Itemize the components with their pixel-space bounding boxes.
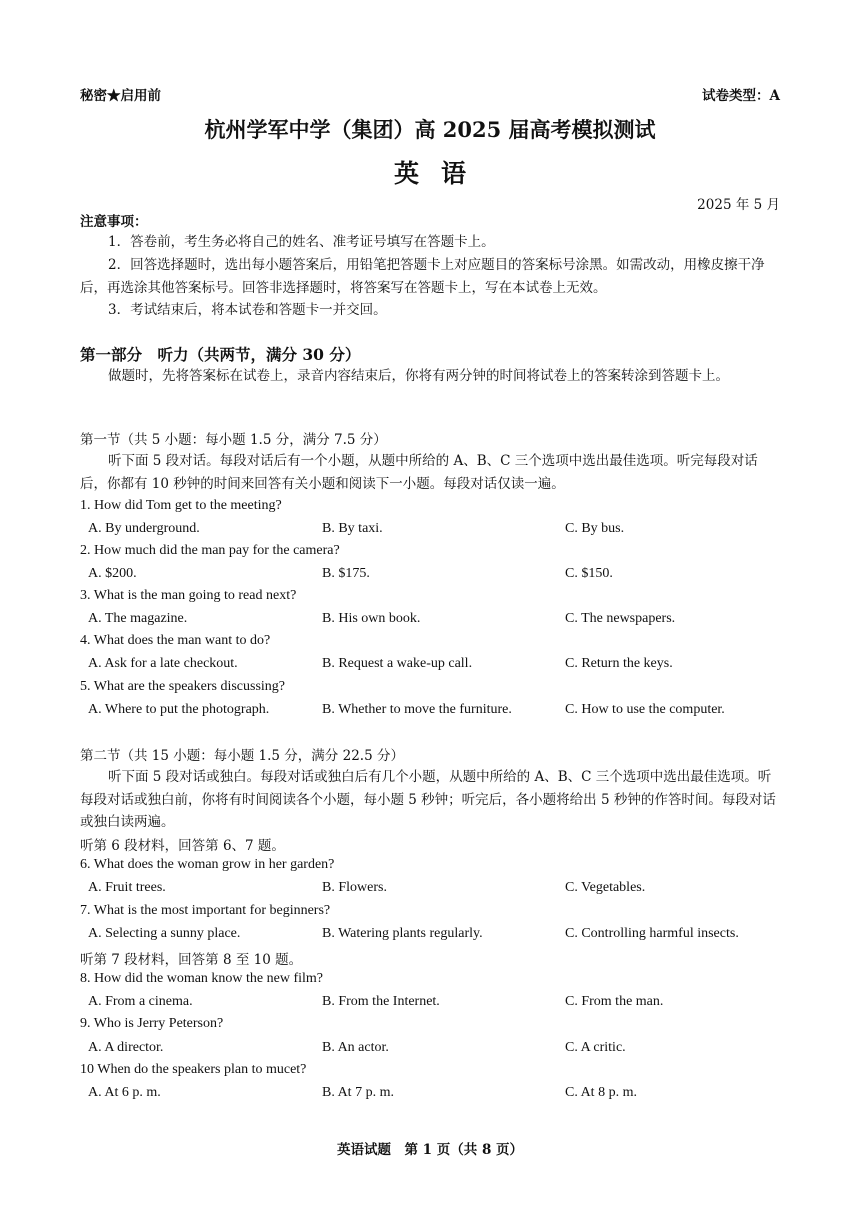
q2-option-c: C. $150. xyxy=(565,566,613,581)
q6-option-a: A. Fruit trees. xyxy=(88,880,166,895)
section2-heading: 第二节（共 15 小题：每小题 1.5 分，满分 22.5 分） xyxy=(80,748,404,764)
q6-option-b: B. Flowers. xyxy=(322,880,387,895)
question-7: 7. What is the most important for beginners? xyxy=(80,903,331,918)
notice-item-3: 3．考试结束后，将本试卷和答题卡一并交回。 xyxy=(108,302,387,318)
q5-option-b: B. Whether to move the furniture. xyxy=(322,702,512,717)
subject-title: 英语 xyxy=(393,159,488,188)
notice-heading: 注意事项： xyxy=(80,214,148,230)
question-5: 5. What are the speakers discussing? xyxy=(80,679,286,694)
exam-title: 杭州学军中学（集团）高 2025 届高考模拟测试 xyxy=(204,117,656,142)
q10-option-c: C. At 8 p. m. xyxy=(565,1085,637,1100)
q9-option-c: C. A critic. xyxy=(565,1040,626,1055)
q8-option-a: A. From a cinema. xyxy=(88,994,193,1009)
q10-option-a: A. At 6 p. m. xyxy=(88,1085,161,1100)
question-10: 10 When do the speakers plan to mucet? xyxy=(80,1062,307,1077)
q2-option-a: A. $200. xyxy=(88,566,137,581)
question-1: 1. How did Tom get to the meeting? xyxy=(80,498,282,513)
section1-heading: 第一节（共 5 小题：每小题 1.5 分，满分 7.5 分） xyxy=(80,432,387,448)
q5-option-c: C. How to use the computer. xyxy=(565,702,725,717)
question-2: 2. How much did the man pay for the camera? xyxy=(80,543,340,558)
q3-option-c: C. The newspapers. xyxy=(565,611,676,626)
paper-type-label: 试卷类型：A xyxy=(702,88,780,104)
q5-option-a: A. Where to put the photograph. xyxy=(88,702,270,717)
material-6-note: 听第 6 段材料，回答第 6、7 题。 xyxy=(80,838,285,854)
exam-date: 2025 年 5 月 xyxy=(697,197,780,213)
section1-instruction: 听下面 5 段对话。每段对话后有一个小题，从题中所给的 A、B、C 三个选项中选出最佳选项。听完每段对话后，你都有 10 秒钟的时间来回答有关小题和阅读下一小题。每段对话仅读一遍。 xyxy=(80,453,758,492)
question-9: 9. Who is Jerry Peterson? xyxy=(80,1016,224,1031)
q8-option-b: B. From the Internet. xyxy=(322,994,440,1009)
page-footer: 英语试题 第 1 页（共 8 页） xyxy=(336,1142,524,1158)
question-4: 4. What does the man want to do? xyxy=(80,633,271,648)
question-3: 3. What is the man going to read next? xyxy=(80,588,297,603)
part1-intro: 做题时，先将答案标在试卷上，录音内容结束后，你将有两分钟的时间将试卷上的答案转涂到答题卡上。 xyxy=(108,368,729,384)
q3-option-b: B. His own book. xyxy=(322,611,421,626)
question-6: 6. What does the woman grow in her garden? xyxy=(80,857,335,872)
q6-option-c: C. Vegetables. xyxy=(565,880,646,895)
q1-option-b: B. By taxi. xyxy=(322,521,383,536)
q7-option-b: B. Watering plants regularly. xyxy=(322,926,483,941)
q4-option-c: C. Return the keys. xyxy=(565,656,673,671)
q8-option-c: C. From the man. xyxy=(565,994,664,1009)
q1-option-a: A. By underground. xyxy=(88,521,200,536)
q2-option-b: B. $175. xyxy=(322,566,370,581)
q9-option-a: A. A director. xyxy=(88,1040,164,1055)
q1-option-c: C. By bus. xyxy=(565,521,625,536)
question-8: 8. How did the woman know the new film? xyxy=(80,971,324,986)
section2-instruction: 听下面 5 段对话或独白。每段对话或独白后有几个小题，从题中所给的 A、B、C 三个选项中选出最佳选项。听每段对话或独白前，你将有时间阅读各个小题，每小题 5 秒钟；听完后，各小题将给出 5 秒钟的作答时间。每段对话或独白读两遍。 xyxy=(80,769,776,830)
q4-option-b: B. Request a wake-up call. xyxy=(322,656,473,671)
notice-item-1: 1．答卷前，考生务必将自己的姓名、准考证号填写在答题卡上。 xyxy=(108,234,495,250)
q4-option-a: A. Ask for a late checkout. xyxy=(88,656,238,671)
q9-option-b: B. An actor. xyxy=(322,1040,389,1055)
confidential-label: 秘密★启用前 xyxy=(80,88,161,104)
q10-option-b: B. At 7 p. m. xyxy=(322,1085,394,1100)
part1-heading: 第一部分 听力（共两节，满分 30 分） xyxy=(80,345,361,364)
q3-option-a: A. The magazine. xyxy=(88,611,188,626)
notice-item-2: 2．回答选择题时，选出每小题答案后，用铅笔把答题卡上对应题目的答案标号涂黑。如需改动，用橡皮擦干净后，再选涂其他答案标号。回答非选择题时，将答案写在答题卡上，写在本试卷上无效。 xyxy=(80,257,765,296)
q7-option-c: C. Controlling harmful insects. xyxy=(565,926,739,941)
q7-option-a: A. Selecting a sunny place. xyxy=(88,926,241,941)
material-7-note: 听第 7 段材料，回答第 8 至 10 题。 xyxy=(80,952,303,968)
